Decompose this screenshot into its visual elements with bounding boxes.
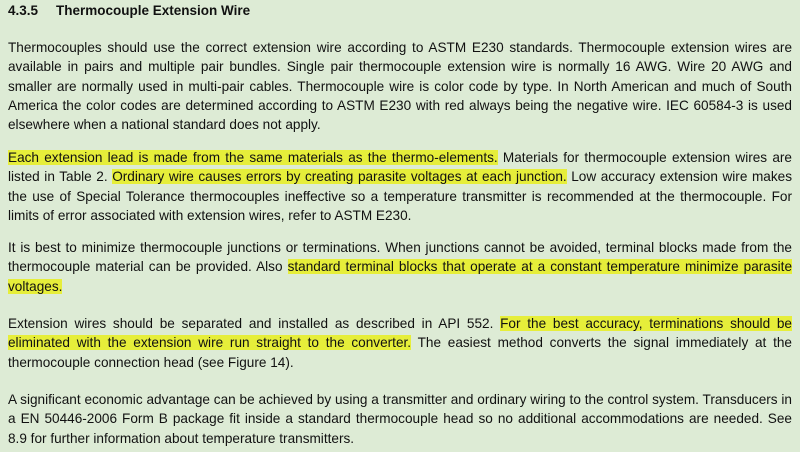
- text-segment: A significant economic advantage can be achieved by using a transmitter and ordinary wiring to the control system. Transducers in a EN 50446-2006 Form B package fit inside a standard thermocouple head so no additional accommodations are needed. See 8.9 for further information about temperature transmitters.: [8, 392, 792, 446]
- text-segment: Extension wires should be separated and installed as described in API 552.: [8, 316, 501, 331]
- highlighted-text: standard terminal blocks that operate at a constant temperature minimize parasite voltages.: [8, 259, 793, 294]
- highlighted-text: Ordinary wire causes errors by creating parasite voltages at each junction.: [112, 169, 567, 185]
- section-number: 4.3.5: [8, 3, 39, 18]
- highlighted-text: For the best accuracy, terminations should be eliminated with the extension wire run straight to the converter.: [8, 316, 792, 351]
- text-segment: Materials for thermocouple extension wires are listed in Table 2.: [8, 150, 792, 185]
- paragraph-4: [8, 314, 792, 372]
- section-title: Thermocouple Extension Wire: [56, 3, 251, 18]
- highlighted-text: Each extension lead is made from the same materials as the thermo-elements.: [8, 150, 498, 165]
- text-segment: Thermocouples should use the correct extension wire according to ASTM E230 standards. Thermocouple extension wires are available in pairs and multiple pair bundles. Single pair thermocouple extension wire is normally 16 AWG. Wire 20 AWG and smaller are normally used in multi-pair cables. Thermocouple wire is color code by type. In North American and much of South America the color codes are determined according to ASTM E230 with red always being the negative wire. IEC 60584-3 is used elsewhere when a national standard does not apply.: [8, 40, 792, 133]
- text-segment: It is best to minimize thermocouple junctions or terminations. When junctions cannot be avoided, terminal blocks made from the thermocouple material can be provided. Also: [8, 240, 792, 275]
- paragraph-2: [8, 148, 792, 225]
- paragraph-5: [8, 390, 792, 448]
- text-segment: Low accuracy extension wire makes the use of Special Tolerance thermocouples ineffective so a temperature transmitter is recommended at the thermocouple. For limits of error associated with extension wires, refer to ASTM E230.: [8, 169, 793, 223]
- text-segment: The easiest method converts the signal immediately at the thermocouple connection head (see Figure 14).: [8, 335, 792, 370]
- section-heading: [8, 2, 250, 20]
- paragraph-3: [8, 238, 792, 296]
- paragraph-1: [8, 38, 792, 134]
